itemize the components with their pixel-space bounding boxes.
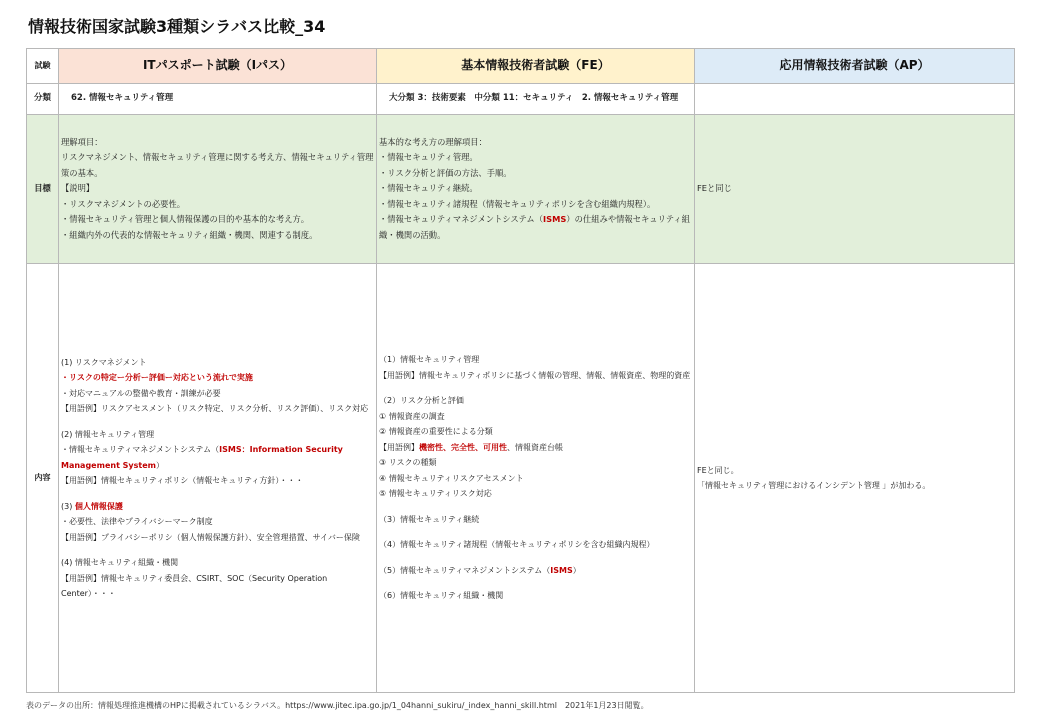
- highlight-text: 機密性、完全性、可用性: [419, 442, 507, 452]
- content-ip-line: 【用語例】プライバシーポリシ（個人情報保護方針）、安全管理措置、サイバー保険: [61, 532, 360, 542]
- content-ip-highlight: ・リスクの特定ー分析ー評価ー対応という流れで実施: [61, 373, 253, 382]
- content-ip-line: 【用語例】リスクアセスメント（リスク特定、リスク分析、リスク評価）、リスク対応: [61, 404, 369, 413]
- content-fe-line: （2）リスク分析と評価: [379, 396, 464, 406]
- content-ip-line: (4) 情報セキュリティ組織・機関: [61, 558, 179, 567]
- text-span: 【用語例】: [379, 442, 419, 452]
- content-fe-line: ④ 情報セキュリティリスクアセスメント: [379, 473, 524, 483]
- category-ip: 62. 情報セキュリティ管理: [59, 84, 377, 115]
- row-label-goal: 目標: [27, 115, 59, 264]
- goal-row: [27, 115, 1015, 264]
- row-label-content: 内容: [27, 264, 59, 693]
- content-fe-line: ⑤ 情報セキュリティリスク対応: [379, 489, 492, 499]
- content-ap-line: 「情報セキュリティ管理におけるインシデント管理 」が加わる。: [697, 481, 931, 490]
- highlight-text: ISMS: [550, 565, 573, 575]
- category-row: [27, 84, 1015, 115]
- content-ap: [695, 264, 1015, 693]
- content-ip-line: ・必要性、法律やプライバシーマーク制度: [61, 517, 213, 526]
- source-footnote: 表のデータの出所：情報処理推進機構のHPに掲載されているシラバス。https://www.jitec.ipa.go.jp/1_04hanni_sukiru/_index_hanni_skill.html 2021年1月23日閲覧。: [26, 701, 649, 710]
- content-fe-line: （3）情報セキュリティ継続: [379, 514, 480, 524]
- row-label-category: 分類: [27, 84, 59, 115]
- content-fe-line: ① 情報資産の調査: [379, 411, 445, 421]
- exam-header-row: [27, 49, 1015, 84]
- column-header-ap: 応用情報技術者試験（AP）: [695, 49, 1015, 84]
- row-label-exam: 試験: [27, 49, 59, 84]
- goal-fe-line: [379, 212, 692, 243]
- goal-fe-line: ・情報セキュリティ管理。: [379, 152, 478, 163]
- content-fe-line: [379, 440, 692, 456]
- goal-ip-line: ・組織内外の代表的な情報セキュリティ組織・機関、関連する制度。: [61, 229, 318, 240]
- goal-ip-line: 【説明】: [61, 183, 95, 194]
- text-span: ）の仕組みや情報セキュリティ組織・機関の活動。: [379, 214, 690, 240]
- content-ip-line: 【用語例】情報セキュリティ委員会、CSIRT、SOC（Security Operation Center）・・・: [61, 573, 328, 598]
- content-fe-line: （4）情報セキュリティ諸規程（情報セキュリティポリシを含む組織内規程）: [379, 540, 655, 550]
- goal-fe-line: 基本的な考え方の理解項目：: [379, 136, 487, 147]
- goal-fe: [377, 115, 695, 264]
- text-span: （5）情報セキュリティマネジメントシステム（: [379, 565, 551, 575]
- goal-ip-line: リスクマネジメント、情報セキュリティ管理に関する考え方、情報セキュリティ管理策の基本。: [61, 152, 374, 178]
- goal-ip-line: ・情報セキュリティ管理と個人情報保護の目的や基本的な考え方。: [61, 214, 310, 225]
- content-fe-line: 【用語例】情報セキュリティポリシに基づく情報の管理、情報、情報資産、物理的資産: [379, 370, 691, 380]
- text-span: (3): [61, 501, 75, 511]
- column-header-fe: 基本情報技術者試験（FE）: [377, 49, 695, 84]
- goal-ip-line: ・リスクマネジメントの必要性。: [61, 198, 186, 209]
- content-fe-line: （1）情報セキュリティ管理: [379, 355, 480, 365]
- category-ap: [695, 84, 1015, 115]
- content-ip-line: (1) リスクマネジメント: [61, 357, 147, 367]
- highlight-text: ISMS: [543, 214, 567, 225]
- content-ip: [59, 264, 377, 693]
- text-span: 、情報資産台帳: [507, 442, 563, 452]
- content-ip-line: [61, 442, 374, 473]
- content-fe-line: [379, 563, 692, 579]
- content-ap-line: FEと同じ。: [697, 465, 739, 475]
- content-fe-line: （6）情報セキュリティ組織・機関: [379, 591, 504, 601]
- text-span: ・情報セキュリティマネジメントシステム（: [61, 445, 220, 454]
- syllabus-comparison-table: [26, 48, 1015, 693]
- page-title: 情報技術国家試験3種類シラバス比較_34: [28, 17, 326, 36]
- content-fe-line: ② 情報資産の重要性による分類: [379, 427, 493, 437]
- highlight-text: ISMS：Information Security Management System: [61, 445, 343, 470]
- goal-ip-line: 理解項目：: [61, 136, 103, 147]
- text-span: ）: [156, 460, 164, 470]
- goal-fe-line: ・情報セキュリティ諸規程（情報セキュリティポリシを含む組織内規程）。: [379, 198, 656, 209]
- content-fe-line: ③ リスクの種類: [379, 458, 437, 468]
- goal-ip: [59, 115, 377, 264]
- content-ip-line: (2) 情報セキュリティ管理: [61, 429, 155, 439]
- content-ip-line: [61, 499, 374, 515]
- content-ip-line: ・対応マニュアルの整備や教育・訓練が必要: [61, 388, 221, 398]
- text-span: ・情報セキュリティマネジメントシステム（: [379, 214, 544, 225]
- content-row: [27, 264, 1015, 693]
- content-ip-line: 【用語例】情報セキュリティポリシ（情報セキュリティ方針）・・・: [61, 476, 304, 485]
- text-span: ）: [572, 565, 581, 575]
- category-fe: 大分類 3：技術要素 中分類 11：セキュリティ 2. 情報セキュリティ管理: [377, 84, 695, 115]
- content-fe: [377, 264, 695, 693]
- goal-fe-line: ・リスク分析と評価の方法、手順。: [379, 167, 512, 178]
- goal-ap: FEと同じ: [695, 115, 1015, 264]
- highlight-text: 個人情報保護: [74, 501, 123, 511]
- goal-fe-line: ・情報セキュリティ継続。: [379, 183, 478, 194]
- column-header-ip: ITパスポート試験（Iパス）: [59, 49, 377, 84]
